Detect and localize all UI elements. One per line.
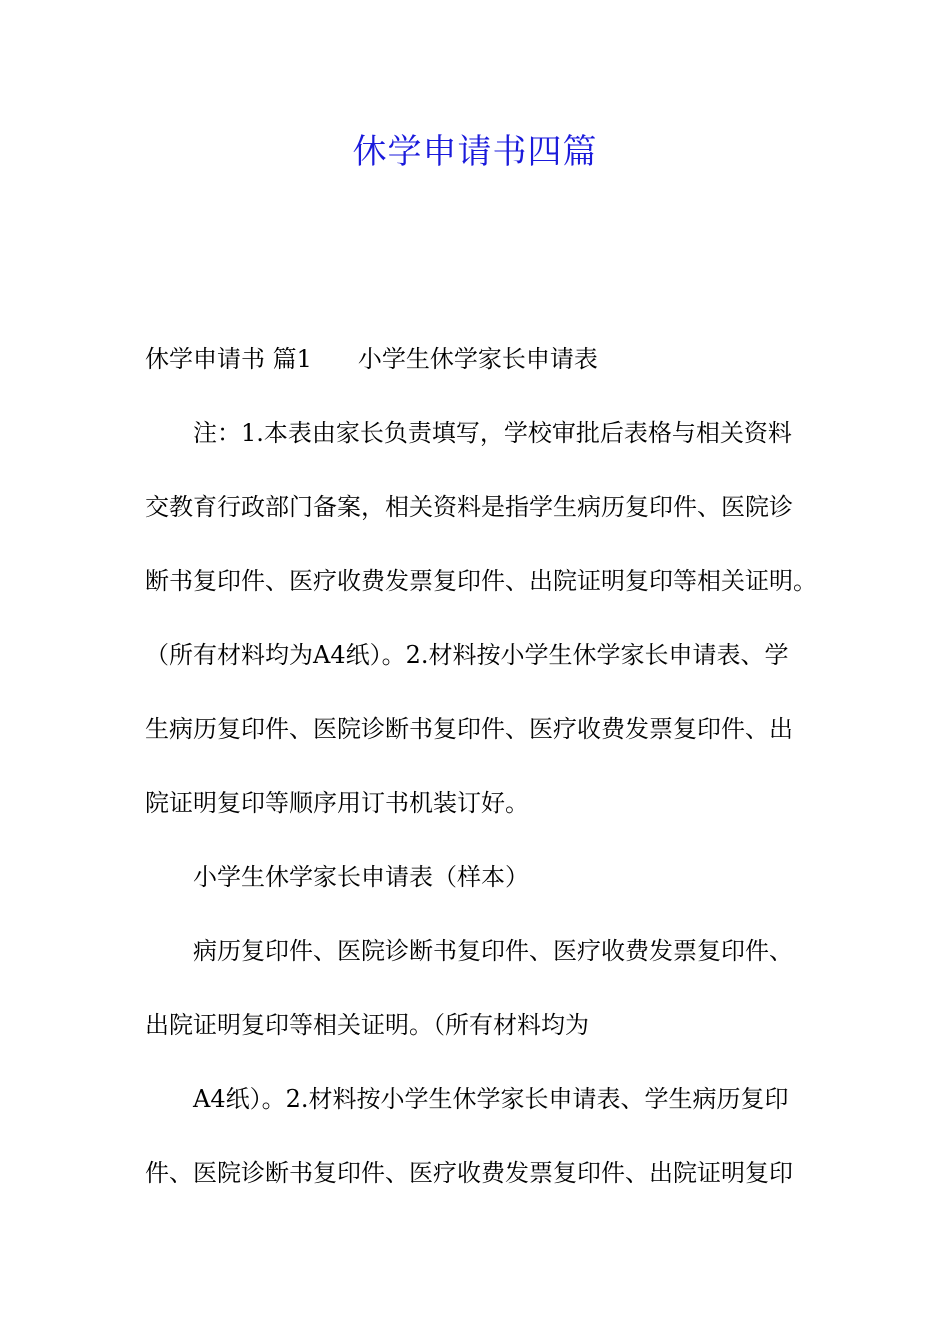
paragraph-line: 交教育行政部门备案，相关资料是指学生病历复印件、医院诊 <box>145 493 793 521</box>
paragraph-line: 生病历复印件、医院诊断书复印件、医疗收费发票复印件、出 <box>145 715 793 743</box>
paragraph-line: 病历复印件、医院诊断书复印件、医疗收费发票复印件、 <box>193 937 793 965</box>
paragraph-line: （所有材料均为A4纸）。2.材料按小学生休学家长申请表、学 <box>145 641 789 669</box>
section-heading <box>145 322 815 396</box>
paragraph-line: 院证明复印等顺序用订书机装订好。 <box>145 789 529 817</box>
section-label: 休学申请书 篇1 <box>145 345 312 373</box>
document-body <box>145 322 815 1210</box>
paragraph-line: 小学生休学家长申请表（样本） <box>193 863 529 891</box>
paragraph-line: 注：1.本表由家长负责填写，学校审批后表格与相关资料 <box>193 419 792 447</box>
paragraph-line: 断书复印件、医疗收费发票复印件、出院证明复印等相关证明。 <box>145 567 817 595</box>
paragraph-line: A4纸）。2.材料按小学生休学家长申请表、学生病历复印 <box>193 1085 789 1113</box>
document-title: 休学申请书四篇 <box>352 132 598 172</box>
paragraph-line: 件、医院诊断书复印件、医疗收费发票复印件、出院证明复印 <box>145 1159 793 1187</box>
paragraph-line: 出院证明复印等相关证明。（所有材料均为 <box>145 1011 589 1039</box>
section-subtitle: 小学生休学家长申请表 <box>357 345 598 373</box>
